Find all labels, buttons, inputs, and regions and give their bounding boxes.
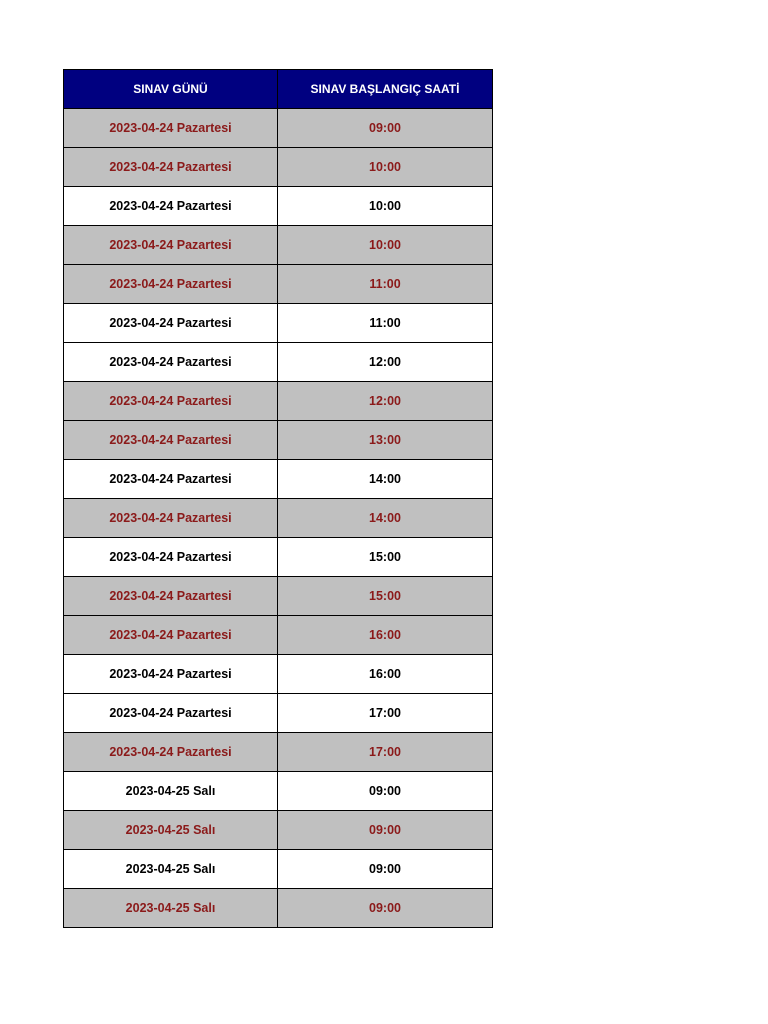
table-row xyxy=(64,343,493,382)
table-header xyxy=(64,70,493,109)
table-row xyxy=(64,538,493,577)
table-row xyxy=(64,382,493,421)
table-row xyxy=(64,889,493,928)
exam-day-cell: 2023-04-24 Pazartesi xyxy=(64,616,278,655)
table-body xyxy=(64,109,493,928)
column-header-exam-start-time: SINAV BAŞLANGIÇ SAATİ xyxy=(278,70,493,109)
exam-day-cell: 2023-04-24 Pazartesi xyxy=(64,694,278,733)
exam-start-time-cell: 10:00 xyxy=(278,148,493,187)
exam-day-cell: 2023-04-24 Pazartesi xyxy=(64,304,278,343)
exam-day-cell: 2023-04-24 Pazartesi xyxy=(64,109,278,148)
exam-start-time-cell: 17:00 xyxy=(278,694,493,733)
exam-day-cell: 2023-04-24 Pazartesi xyxy=(64,577,278,616)
exam-day-cell: 2023-04-24 Pazartesi xyxy=(64,187,278,226)
exam-day-cell: 2023-04-24 Pazartesi xyxy=(64,382,278,421)
table-row xyxy=(64,655,493,694)
exam-start-time-cell: 14:00 xyxy=(278,460,493,499)
exam-start-time-cell: 09:00 xyxy=(278,109,493,148)
exam-start-time-cell: 16:00 xyxy=(278,655,493,694)
table-row xyxy=(64,733,493,772)
table-row xyxy=(64,577,493,616)
exam-day-cell: 2023-04-24 Pazartesi xyxy=(64,421,278,460)
exam-start-time-cell: 09:00 xyxy=(278,850,493,889)
exam-start-time-cell: 14:00 xyxy=(278,499,493,538)
exam-day-cell: 2023-04-24 Pazartesi xyxy=(64,343,278,382)
exam-start-time-cell: 13:00 xyxy=(278,421,493,460)
table-row xyxy=(64,265,493,304)
table-row xyxy=(64,109,493,148)
table-row xyxy=(64,694,493,733)
table-row xyxy=(64,421,493,460)
exam-start-time-cell: 15:00 xyxy=(278,538,493,577)
exam-start-time-cell: 12:00 xyxy=(278,343,493,382)
exam-start-time-cell: 10:00 xyxy=(278,226,493,265)
exam-day-cell: 2023-04-25 Salı xyxy=(64,850,278,889)
exam-start-time-cell: 09:00 xyxy=(278,772,493,811)
exam-day-cell: 2023-04-24 Pazartesi xyxy=(64,538,278,577)
table-row xyxy=(64,499,493,538)
header-row xyxy=(64,70,493,109)
exam-day-cell: 2023-04-25 Salı xyxy=(64,889,278,928)
table-row xyxy=(64,187,493,226)
table-row xyxy=(64,811,493,850)
exam-day-cell: 2023-04-25 Salı xyxy=(64,811,278,850)
exam-start-time-cell: 15:00 xyxy=(278,577,493,616)
table-row xyxy=(64,460,493,499)
table-row xyxy=(64,148,493,187)
table-row xyxy=(64,772,493,811)
column-header-exam-day: SINAV GÜNÜ xyxy=(64,70,278,109)
exam-day-cell: 2023-04-25 Salı xyxy=(64,772,278,811)
table-row xyxy=(64,850,493,889)
exam-day-cell: 2023-04-24 Pazartesi xyxy=(64,655,278,694)
exam-day-cell: 2023-04-24 Pazartesi xyxy=(64,148,278,187)
exam-day-cell: 2023-04-24 Pazartesi xyxy=(64,226,278,265)
exam-start-time-cell: 11:00 xyxy=(278,304,493,343)
exam-start-time-cell: 12:00 xyxy=(278,382,493,421)
table-row xyxy=(64,226,493,265)
exam-schedule-sheet xyxy=(63,69,492,928)
exam-start-time-cell: 11:00 xyxy=(278,265,493,304)
exam-day-cell: 2023-04-24 Pazartesi xyxy=(64,265,278,304)
exam-day-cell: 2023-04-24 Pazartesi xyxy=(64,499,278,538)
exam-start-time-cell: 10:00 xyxy=(278,187,493,226)
exam-start-time-cell: 16:00 xyxy=(278,616,493,655)
table-row xyxy=(64,304,493,343)
exam-start-time-cell: 09:00 xyxy=(278,811,493,850)
exam-day-cell: 2023-04-24 Pazartesi xyxy=(64,460,278,499)
exam-start-time-cell: 17:00 xyxy=(278,733,493,772)
exam-start-time-cell: 09:00 xyxy=(278,889,493,928)
table-row xyxy=(64,616,493,655)
exam-schedule-table xyxy=(63,69,493,928)
exam-day-cell: 2023-04-24 Pazartesi xyxy=(64,733,278,772)
